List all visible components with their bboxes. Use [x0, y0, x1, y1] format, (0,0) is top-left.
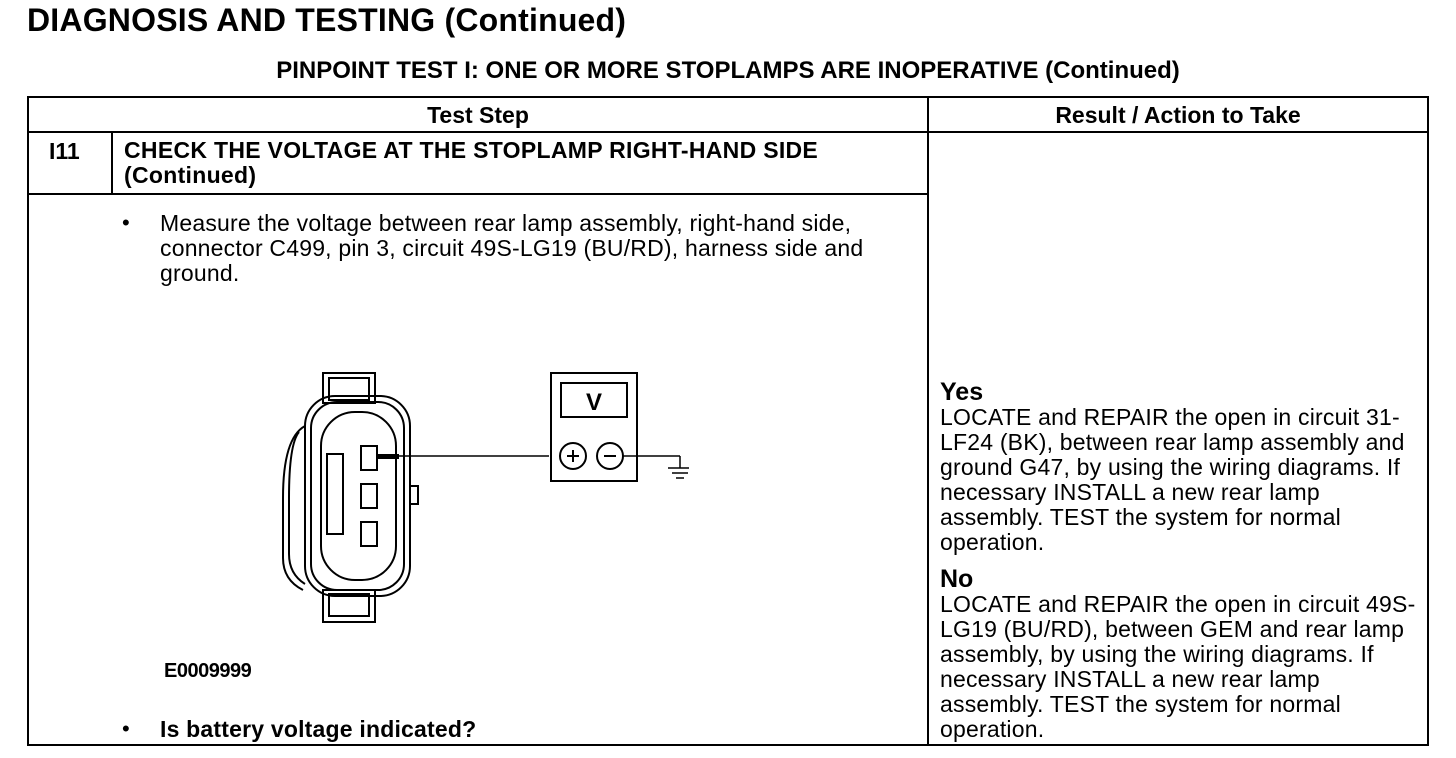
result-no-action: LOCATE and REPAIR the open in circuit 49S-LG19 (BU/RD), between GEM and rear lamp assembly, by using the wiring diagrams. If necessary INSTALL a new rear lamp assembly. TEST the system for normal operation. [940, 591, 1416, 742]
figure-id: E0009999 [164, 660, 252, 682]
step-number: I11 [49, 138, 80, 164]
ground-icon [623, 456, 689, 478]
step-instruction: Measure the voltage between rear lamp assembly, right-hand side, connector C499, pin 3, circuit 49S-LG19 (BU/RD), harness side and ground. [160, 210, 864, 286]
pinpoint-test-title: PINPOINT TEST I: ONE OR MORE STOPLAMPS ARE INOPERATIVE (Continued) [276, 57, 1180, 84]
step-title-divider [29, 193, 928, 195]
result-no-label: No [940, 565, 974, 593]
step-question: Is battery voltage indicated? [160, 716, 477, 742]
result-no [940, 566, 1420, 742]
test-table [27, 96, 1429, 746]
result-yes-label: Yes [940, 378, 984, 406]
bullet-marker: • [122, 210, 130, 235]
step-title: CHECK THE VOLTAGE AT THE STOPLAMP RIGHT-HAND SIDE (Continued) [124, 137, 819, 188]
header-divider [29, 131, 1427, 133]
meter-unit-label: V [585, 389, 603, 416]
probe-tip [377, 454, 399, 459]
header-result-action: Result / Action to Take [1055, 102, 1301, 128]
step-number-divider [111, 132, 113, 194]
header-test-step: Test Step [427, 102, 529, 128]
bullet-marker: • [122, 716, 130, 741]
page-title: DIAGNOSIS AND TESTING (Continued) [27, 2, 627, 38]
result-yes [940, 379, 1420, 555]
connector-voltmeter-diagram [269, 368, 689, 628]
result-yes-action: LOCATE and REPAIR the open in circuit 31-LF24 (BK), between rear lamp assembly and ground G47, by using the wiring diagrams. If necessary INSTALL a new rear lamp assembly. TEST the system for normal operation. [940, 404, 1405, 555]
connector-icon [283, 373, 418, 622]
